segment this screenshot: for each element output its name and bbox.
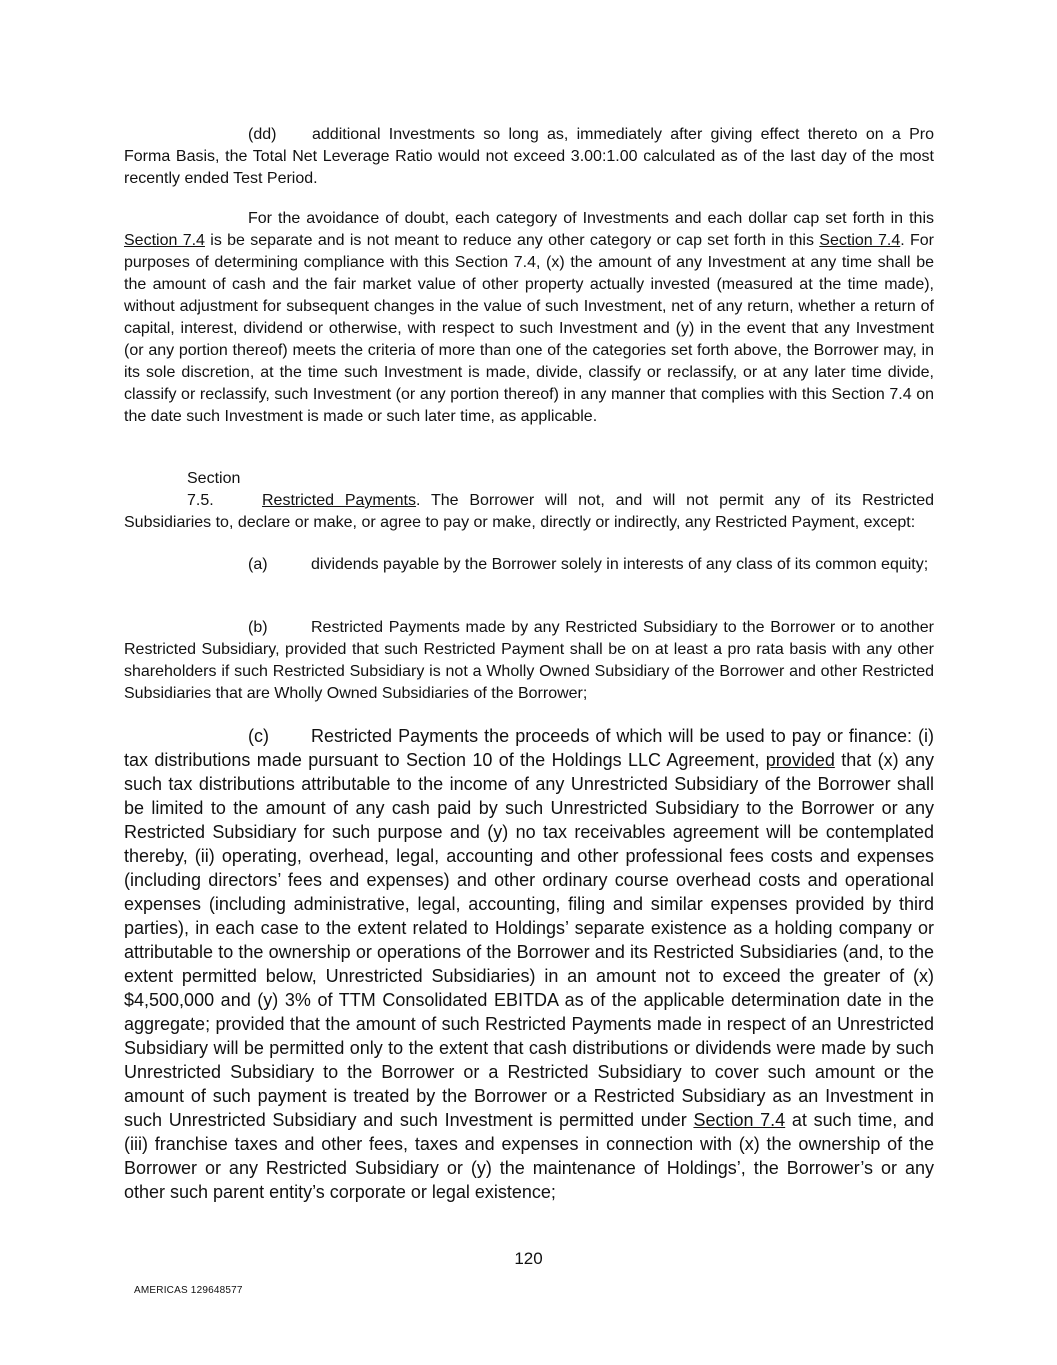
clause-text-a: dividends payable by the Borrower solely in interests of any class of its common equity; bbox=[311, 556, 929, 573]
avoidance-text-2: is be separate and is not meant to reduce any other category or cap set forth in this bbox=[204, 232, 820, 249]
clause-text-c-1: Restricted Payments the proceeds of which will be used to pay or finance: (i) tax distributions made pursuant to Section 10 of the Holdings LLC Agreement, bbox=[124, 726, 934, 770]
paragraph-c bbox=[124, 724, 934, 1204]
paragraph-a bbox=[124, 554, 934, 576]
clause-marker-b: (b) bbox=[248, 619, 268, 636]
section-7-4-link-3[interactable]: Section 7.4 bbox=[693, 1110, 786, 1130]
section-text: . The Borrower will not, and will not permit any of its Restricted Subsidiaries to, declare or make, or agree to pay or make, directly or indirectly, any Restricted Payment, except: bbox=[124, 492, 935, 531]
avoidance-text-3: . For purposes of determining compliance with this Section 7.4, (x) the amount of any Investment at any time shall be the amount of cash and the fair market value of other property actually invested (measured at the time made), without adjustment for subsequent changes in the value of such Investment, net of any return, whether a return of capital, interest, dividend or otherwise, with respect to such Investment and (y) in the event that any Investment (or any portion thereof) meets the criteria of more than one of the categories set forth above, the Borrower may, in its sole discretion, at the time such Investment is made, divide, classify or reclassify, or at any later time divide, classify or reclassify, such Investment (or any portion thereof) in any manner that complies with this Section 7.4 on the date such Investment is made or such later time, as applicable. bbox=[124, 232, 935, 425]
paragraph-dd bbox=[124, 124, 934, 190]
paragraph-section-7-5 bbox=[124, 468, 934, 534]
paragraph-avoidance bbox=[124, 208, 934, 428]
clause-text-dd: additional Investments so long as, immediately after giving effect thereto on a Pro Forma Basis, the Total Net Leverage Ratio would not exceed 3.00:1.00 calculated as of the last day of the most recently ended Test Period. bbox=[124, 126, 934, 187]
document-id: AMERICAS 129648577 bbox=[134, 1285, 243, 1296]
provided-term: provided bbox=[765, 750, 835, 770]
clause-marker-c: (c) bbox=[248, 726, 269, 746]
page-number: 120 bbox=[514, 1249, 543, 1268]
section-7-4-link-1[interactable]: Section 7.4 bbox=[124, 232, 205, 249]
clause-text-c-2: that (x) any such tax distributions attributable to the income of any Unrestricted Subsidiary of the Borrower shall be limited to the amount of any cash paid by such Unrestricted Subsidiary to the Borrower or any Restricted Subsidiary for such purpose and (y) no tax receivables agreement will be contemplated thereby, (ii) operating, overhead, legal, accounting and other professional fees costs and expenses (including directors’ fees and expenses) and other ordinary course overhead costs and operational expenses (including administrative, legal, accounting, filing and similar expenses provided by third parties), in each case to the extent related to Holdings’ separate existence as a holding company or attributable to the ownership or operations of the Borrower and its Restricted Subsidiaries (and, to the extent permitted below, Unrestricted Subsidiaries) in an amount not to exceed the greater of (x) $4,500,000 and (y) 3% of TTM Consolidated EBITDA as of the applicable determination date in the aggregate; provided that the amount of such Restricted Payments made in respect of an Unrestricted Subsidiary will be permitted only to the extent that cash distributions or dividends were made by such Unrestricted Subsidiary to the Borrower or a Restricted Subsidiary to cover such amount or the amount of such payment is treated by the Borrower or a Restricted Subsidiary as an Investment in such Unrestricted Subsidiary and such Investment is permitted under bbox=[124, 750, 934, 1130]
clause-text-b: Restricted Payments made by any Restricted Subsidiary to the Borrower or to another Restricted Subsidiary, provided that such Restricted Payment shall be on at least a pro rata basis with any other shareholders if such Restricted Subsidiary is not a Wholly Owned Subsidiary of the Borrower and other Restricted Subsidiaries that are Wholly Owned Subsidiaries of the Borrower; bbox=[124, 619, 934, 702]
paragraph-b bbox=[124, 617, 934, 705]
section-title: Restricted Payments bbox=[262, 492, 416, 509]
avoidance-text-1: For the avoidance of doubt, each category of Investments and each dollar cap set forth in this bbox=[248, 210, 934, 227]
section-7-4-link-2[interactable]: Section 7.4 bbox=[819, 232, 901, 249]
clause-text-c-3: at such time, and (iii) franchise taxes and other fees, taxes and expenses in connection with (x) the ownership of the Borrower or any Restricted Subsidiary or (y) the maintenance of Holdings’, the Borrower’s or any other such parent entity’s corporate or legal existence; bbox=[124, 1110, 935, 1202]
clause-marker-a: (a) bbox=[248, 556, 268, 573]
clause-marker-dd: (dd) bbox=[248, 126, 277, 143]
section-number: Section 7.5. bbox=[187, 470, 241, 509]
